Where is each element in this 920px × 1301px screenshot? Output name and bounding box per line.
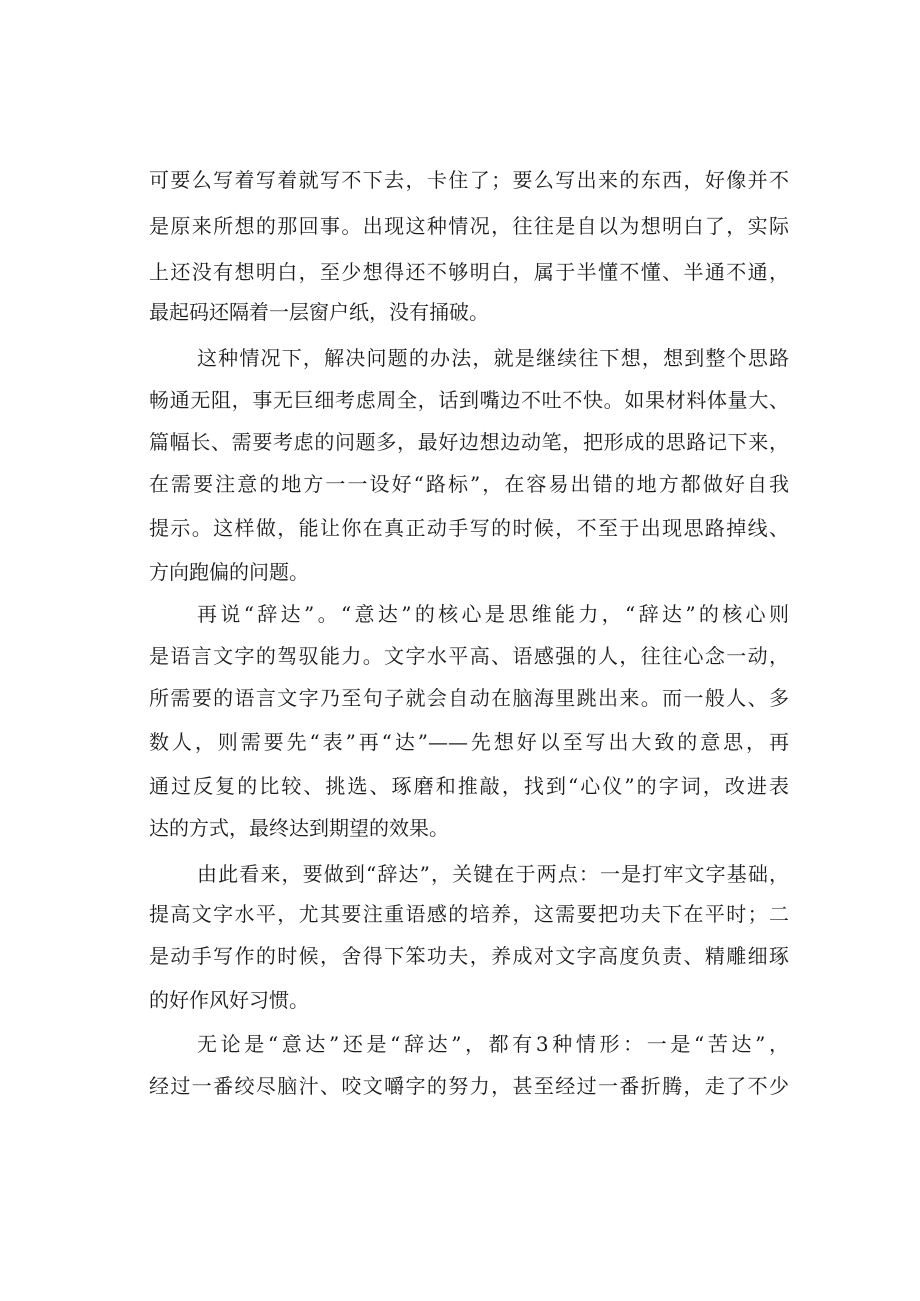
text-line: 上还没有想明白，至少想得还不够明白，属于半懂不懂、半通不通， — [149, 260, 789, 284]
text-line: 提高文字水平，尤其要注重语感的培养，这需要把功夫下在平时；二 — [149, 902, 789, 926]
text-line: 是动手写作的时候，舍得下笨功夫，养成对文字高度负责、精雕细琢 — [149, 944, 789, 968]
text-line: 可要么写着写着就写不下去，卡住了；要么写出来的东西，好像并不 — [149, 168, 789, 192]
text-line: 所需要的语言文字乃至句子就会自动在脑海里跳出来。而一般人、多 — [149, 686, 789, 710]
text-line: 达的方式，最终达到期望的效果。 — [149, 816, 449, 840]
paragraph-first-line: 再说“辞达”。“意达”的核心是思维能力，“辞达”的核心则 — [197, 602, 789, 626]
text-line: 是原来所想的那回事。出现这种情况，往往是自以为想明白了，实际 — [149, 214, 789, 238]
text-line: 的好作风好习惯。 — [149, 988, 309, 1012]
text-line: 在需要注意的地方一一设好“路标”，在容易出错的地方都做好自我 — [149, 472, 789, 496]
text-line: 提示。这样做，能让你在真正动手写的时候，不至于出现思路掉线、 — [149, 516, 789, 540]
paragraph-first-line: 这种情况下，解决问题的办法，就是继续往下想，想到整个思路 — [197, 346, 789, 370]
text-line: 经过一番绞尽脑汁、咬文嚼字的努力，甚至经过一番折腾，走了不少 — [149, 1074, 789, 1098]
text-line: 通过反复的比较、挑选、琢磨和推敲，找到“心仪”的字词，改进表 — [149, 774, 789, 798]
text-line: 畅通无阻，事无巨细考虑周全，话到嘴边不吐不快。如果材料体量大、 — [149, 388, 789, 412]
paragraph-first-line: 无论是“意达”还是“辞达”，都有3种情形：一是“苦达”， — [197, 1032, 789, 1056]
text-line: 是语言文字的驾驭能力。文字水平高、语感强的人，往往心念一动， — [149, 644, 789, 668]
paragraph-first-line: 由此看来，要做到“辞达”，关键在于两点：一是打牢文字基础， — [197, 862, 789, 886]
text-line: 方向跑偏的问题。 — [149, 560, 309, 584]
text-line: 篇幅长、需要考虑的问题多，最好边想边动笔，把形成的思路记下来， — [149, 430, 789, 454]
text-line: 数人，则需要先“表”再“达”——先想好以至写出大致的意思，再 — [149, 730, 789, 754]
text-line: 最起码还隔着一层窗户纸，没有捅破。 — [149, 300, 489, 324]
